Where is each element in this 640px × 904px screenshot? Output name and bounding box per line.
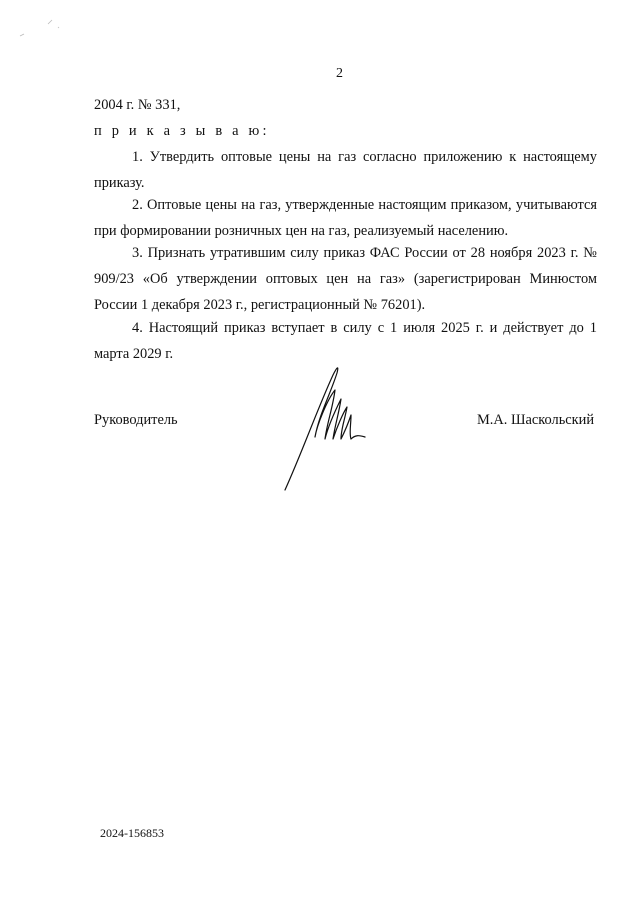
paragraph-item-4: 4. Настоящий приказ вступает в силу с 1 июля 2025 г. и действует до 1 марта 2029 г. [94, 320, 597, 362]
paragraph-item-2: 2. Оптовые цены на газ, утвержденные настоящим приказом, учитываются при формировании розничных цен на газ, реализуемый населению. [94, 197, 597, 239]
paragraph-item-3: 3. Признать утратившим силу приказ ФАС России от 28 ноября 2023 г. № 909/23 «Об утверждении оптовых цен на газ» (зарегистрирован Минюстом России 1 декабря 2023 г., регистрационный № 76201). [94, 245, 597, 313]
page-number: 2 [336, 66, 343, 81]
document-registration-number: 2024-156853 [100, 826, 164, 840]
handwritten-signature [275, 355, 375, 495]
signer-title: Руководитель [94, 412, 178, 428]
signer-name: М.А. Шаскольский [477, 412, 595, 428]
paragraph-item-1: 1. Утвердить оптовые цены на газ согласно приложению к настоящему приказу. [94, 149, 597, 191]
scan-noise-mark [18, 18, 68, 40]
preamble-reference: 2004 г. № 331, [94, 97, 181, 113]
decree-word: п р и к а з ы в а ю: [94, 123, 270, 139]
